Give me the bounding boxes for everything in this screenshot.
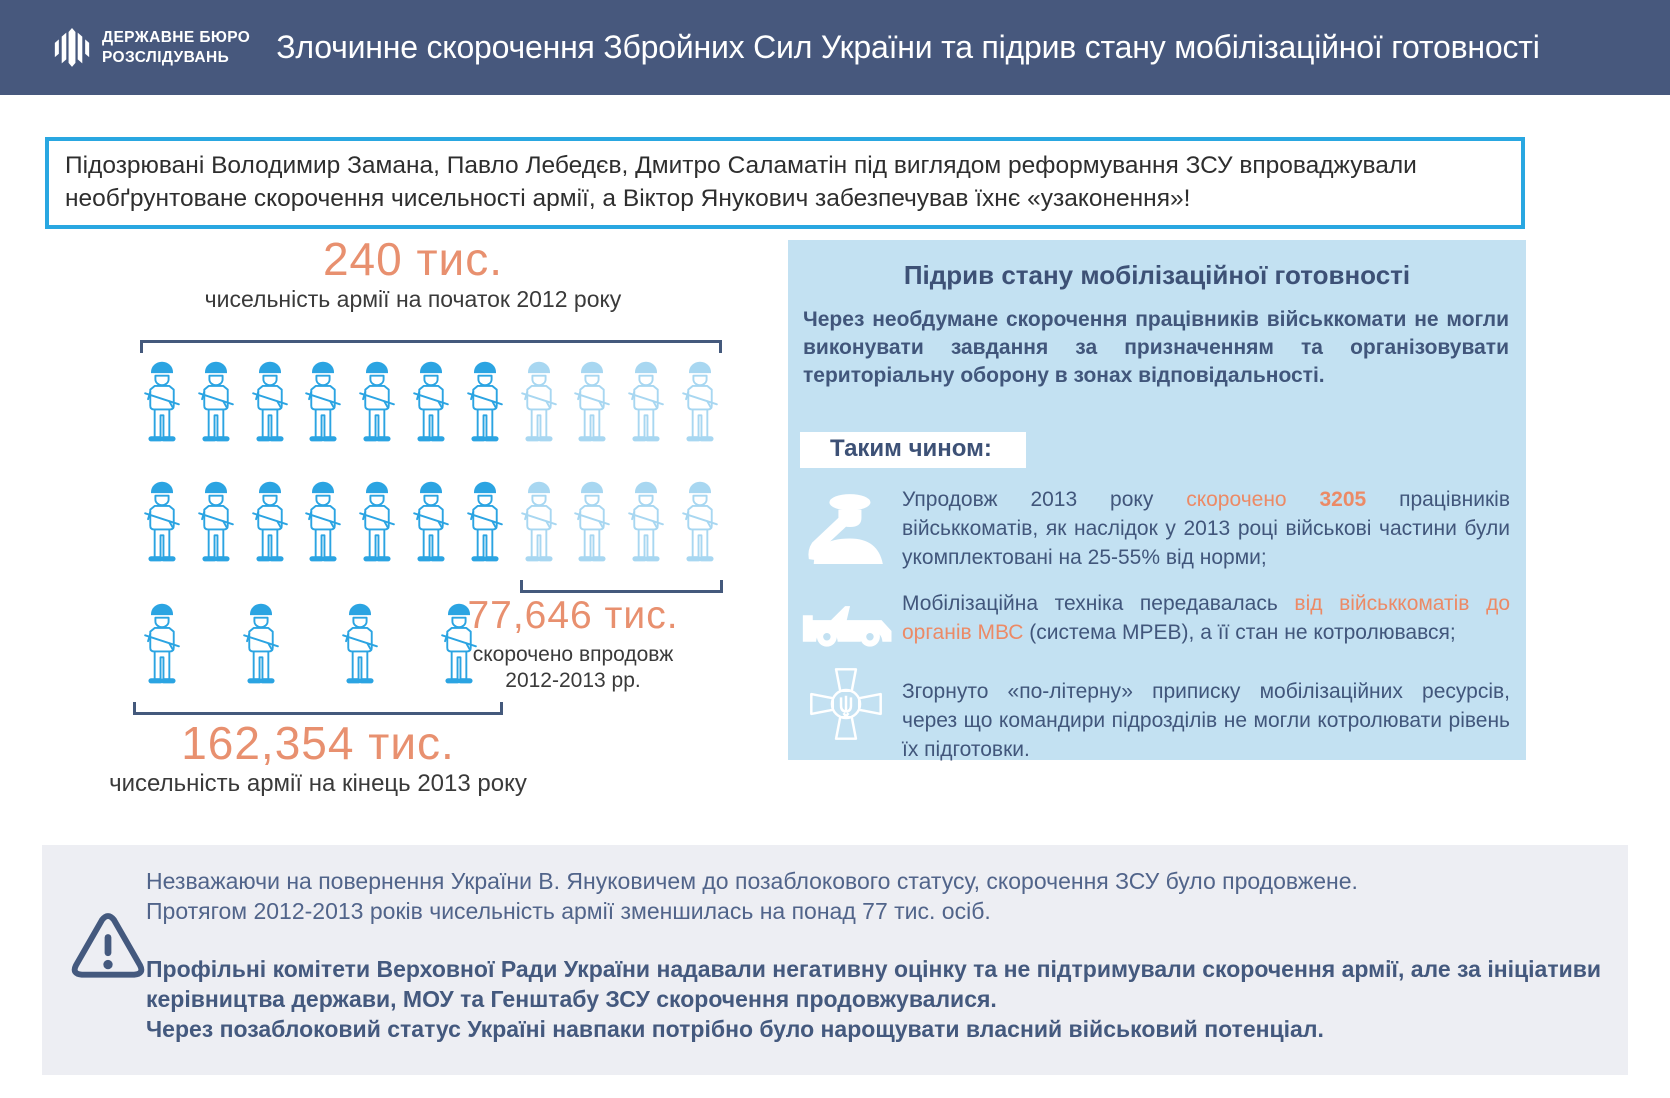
army-pictograph [109,232,778,822]
soldier-icon [338,600,382,697]
value-2012: 240 тис. [322,233,504,285]
dbr-trident-icon [52,12,92,84]
panel-intro: Через необдумане скорочення працівників військкомати не могли виконувати завдання за призначенням та організовувати територіальну оборону в зонах відповідальності. [803,308,1509,387]
label-reduced-line1: скорочено впродовж [472,643,674,666]
text-part: скорочено [1186,488,1320,511]
soldier-icon [409,478,453,575]
footer-paragraph-1 [146,867,1606,927]
warning-icon [70,911,146,981]
armed-forces-emblem-icon [808,664,884,744]
footer-p2-line1: Профільні комітети Верховної Ради України надавали негативну оцінку та не підтримували скорочення армії, але за ініціативи керівництва держави, МОУ та Генштабу ЗСУ скорочення продовжувалися. [146,955,1602,1012]
label-2013: чисельність армії на кінець 2013 року [109,770,527,797]
soldier-icon [409,358,453,455]
soldier-icon [624,478,668,575]
footer-p1-line2: Протягом 2012-2013 років чисельність армії зменшилась на понад 77 тис. осіб. [146,897,991,924]
footer-paragraph-2 [146,955,1606,1045]
bullet-text-1 [902,486,1510,573]
soldier-icon [463,478,507,575]
value-2013: 162,354 тис. [181,717,455,769]
soldier-icon [140,478,184,575]
soldier-icon [194,358,238,455]
soldier-icon [301,358,345,455]
text-part: (система МРЕВ), а її стан не котролювався; [1023,620,1456,644]
bracket-2012 [140,340,722,353]
dbr-logo [52,12,250,84]
soldier-icon [355,358,399,455]
soldier-icon [624,358,668,455]
soldier-row-1 [140,358,722,455]
soldier-icon [239,600,283,697]
soldier-icon [517,478,561,575]
text-part: Згорнуто «по-літерну» приписку мобілізаційних ресурсів, через що командири підрозділів не могли котролювати рівень їх підготовки. [902,680,1510,761]
soldier-icon [248,358,292,455]
panel-title: Підрив стану мобілізаційної готовності [903,260,1411,290]
soldier-icon [301,478,345,575]
soldier-icon [678,478,722,575]
page-title: Злочинне скорочення Збройних Сил України та підрив стану мобілізаційної готовності [276,29,1540,65]
footer-p1-line1: Незважаючи на повернення України В. Януковичем до позаблокового статусу, скорочення ЗСУ було продовжене. [146,868,1358,894]
lead-box [45,137,1525,229]
soldier-row-2 [140,478,722,575]
saluting-officer-icon [800,490,890,564]
jeep-icon [800,592,896,650]
soldier-icon [570,478,614,575]
soldier-icon [463,358,507,455]
soldier-icon [678,358,722,455]
label-2012: чисельність армії на початок 2012 року [204,286,622,312]
soldier-icon [355,478,399,575]
logo-text-line1: ДЕРЖАВНЕ БЮРО [102,29,251,47]
thus-badge [800,432,1026,468]
text-part: Упродовж 2013 року [902,488,1187,511]
logo-text-line2: РОЗСЛІДУВАНЬ [102,48,230,66]
label-reduced-line2: 2012-2013 рр. [505,669,641,693]
dbr-logo-text [102,28,250,67]
label-reduced [408,642,738,695]
bullet-text-2 [902,590,1510,648]
text-part: Мобілізаційна техніка передавалась [902,592,1295,615]
soldier-icon [194,478,238,575]
value-reduced: 77,646 тис. [467,594,679,637]
thus-badge-label: Таким чином: [830,435,992,462]
bracket-reduced [520,580,723,593]
mobilization-panel [788,240,1526,760]
soldier-icon [248,478,292,575]
soldier-icon [140,358,184,455]
lead-text: Підозрювані Володимир Замана, Павло Лебедєв, Дмитро Саламатін під виглядом реформування ЗСУ впроваджували необґрунтоване скорочення чисельності армії, а Віктор Янукович забезпечував їхнє «узаконення»! [65,152,1417,212]
text-part: працівників військкоматів, як наслідок у 2013 році військові частини були укомплектовані на 25-55% від норми; [902,488,1510,569]
footer-p2-line2: Через позаблоковий статус Україні навпаки потрібно було нарощувати власний військовий потенціал. [146,1015,1324,1042]
text-part: 3205 [1319,488,1367,511]
soldier-icon [517,358,561,455]
footer-note [42,845,1628,1075]
soldier-icon [140,600,184,697]
text-part: від військкоматів до органів МВС [902,592,1511,644]
footer-note-text [146,867,1606,1044]
bracket-2013 [133,702,503,715]
soldier-icon [570,358,614,455]
bullet-text-3 [902,678,1510,765]
header [0,0,1670,95]
